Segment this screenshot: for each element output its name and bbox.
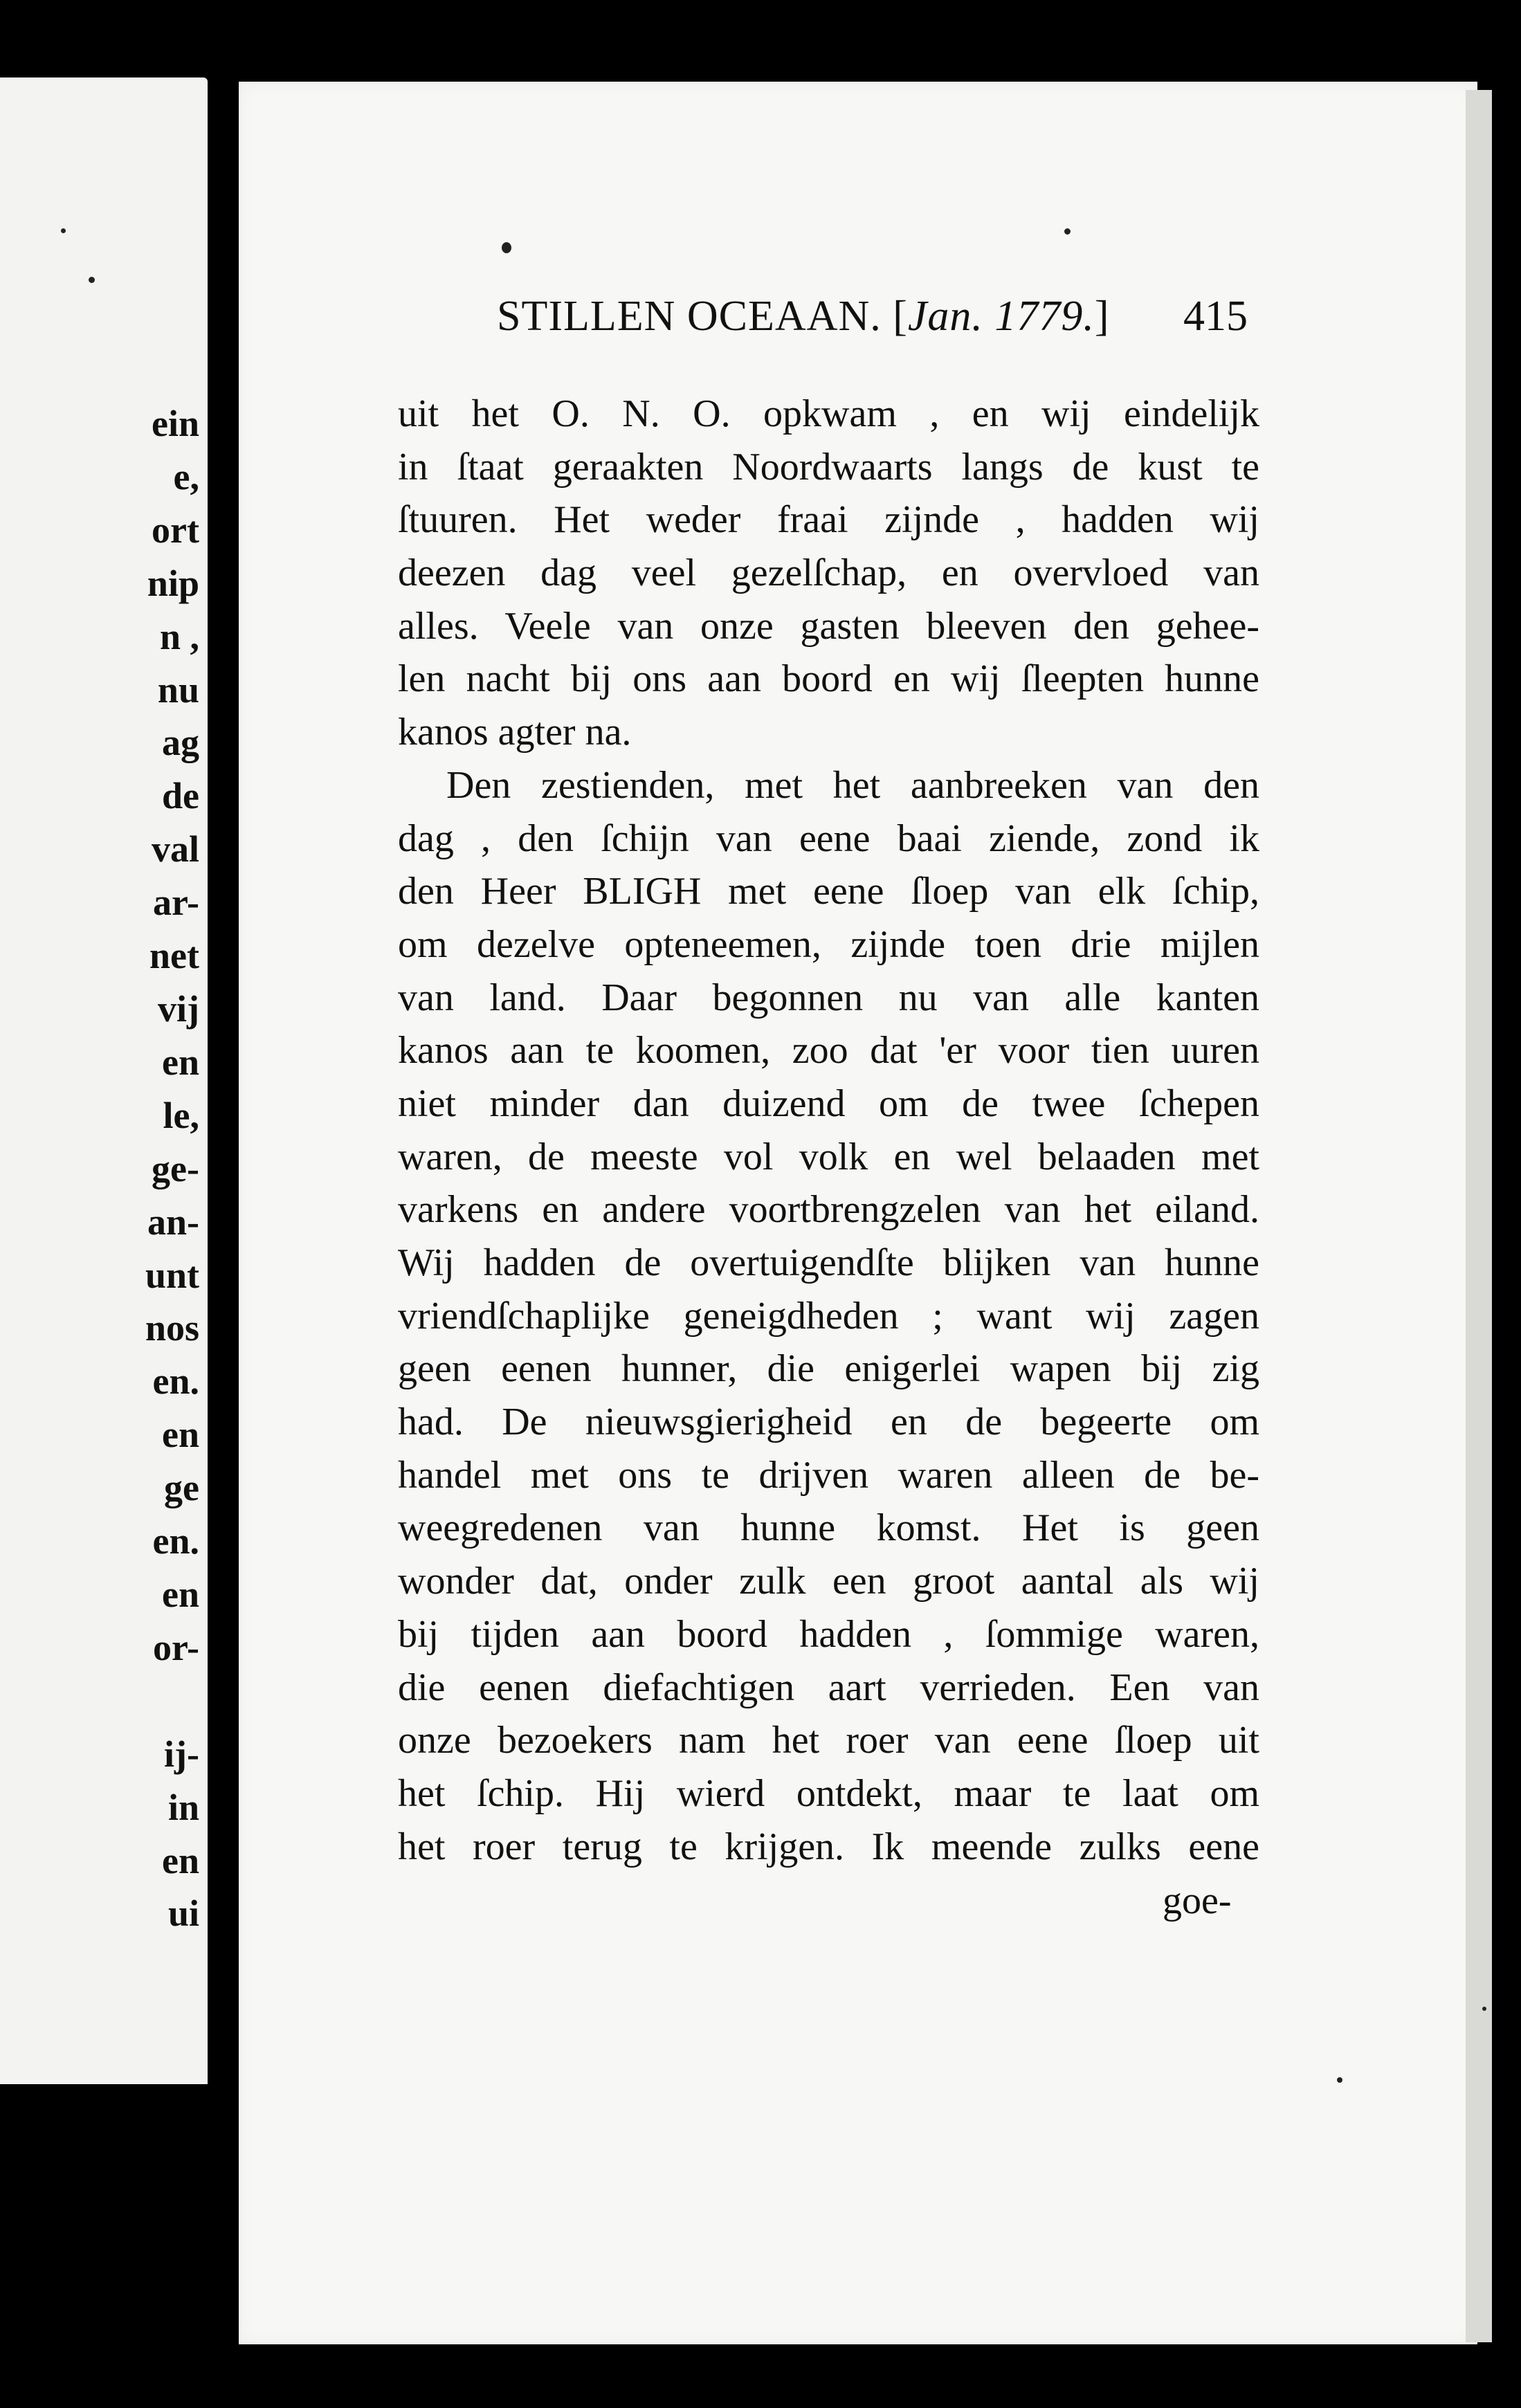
text-line: wonder dat, onder zulk een groot aantal als wij xyxy=(398,1560,1259,1603)
fragment: en. xyxy=(152,1360,199,1403)
catchword: goe- xyxy=(1163,1879,1232,1922)
fragment: vij xyxy=(158,987,199,1030)
text-line: kanos agter na. xyxy=(398,711,632,754)
date-year: 1779. xyxy=(994,293,1095,340)
text-line: alles. Veele van onze gasten bleeven den gehee- xyxy=(398,604,1259,648)
fragment: val xyxy=(151,828,199,870)
text-line: waren, de meeste vol volk en wel belaaden met xyxy=(398,1135,1259,1178)
left-page xyxy=(0,77,208,2084)
left-margin-fragments xyxy=(145,397,199,1940)
fragment: net xyxy=(149,935,199,977)
text-line: het roer terug te krijgen. Ik meende zulks eene xyxy=(398,1825,1259,1868)
fragment: en xyxy=(162,1414,199,1456)
ink-speck xyxy=(61,228,66,233)
date-month: Jan. xyxy=(907,293,983,340)
text-line: dag , den ſchijn van eene baai ziende, zond ik xyxy=(398,817,1259,860)
fragment: en xyxy=(162,1041,199,1083)
text-line: len nacht bij ons aan boord en wij ſleepten hunne xyxy=(398,657,1259,701)
text-line: varkens en andere voortbrengzelen van het eiland. xyxy=(398,1188,1259,1232)
text-line: deezen dag veel gezelſchap, en overvloed van xyxy=(398,551,1259,595)
fragment: n , xyxy=(159,615,199,657)
ink-speck xyxy=(1482,2007,1486,2011)
text-line: had. De nieuwsgierigheid en de begeerte om xyxy=(398,1401,1259,1444)
text-line: uit het O. N. O. opkwam , en wij eindelijk xyxy=(398,392,1259,435)
fragment: en xyxy=(162,1839,199,1881)
text-line: om dezelve opteneemen, zijnde toen drie mijlen xyxy=(398,922,1259,966)
fragment: ag xyxy=(162,722,199,764)
body-text xyxy=(398,387,1259,1873)
fragment: ort xyxy=(152,509,199,551)
text-line: niet minder dan duizend om de twee ſchepen xyxy=(398,1082,1259,1125)
page-number: 415 xyxy=(1183,293,1248,340)
text-line: Den zestienden, met het aanbreeken van den xyxy=(446,763,1259,807)
text-line: bij tijden aan boord hadden , ſommige waren, xyxy=(398,1612,1259,1656)
fragment: en. xyxy=(152,1520,199,1562)
ink-speck xyxy=(1337,2077,1342,2083)
text-line: Wij hadden de overtuigendſte blijken van hunne xyxy=(398,1241,1259,1284)
fragment: an- xyxy=(147,1201,199,1243)
ink-speck xyxy=(89,277,95,283)
text-line: in ſtaat geraakten Noordwaarts langs de kust te xyxy=(398,445,1259,489)
text-line: van land. Daar begonnen nu van alle kanten xyxy=(398,976,1259,1019)
text-line: onze bezoekers nam het roer van eene ſloep uit xyxy=(398,1719,1259,1762)
text-line: die eenen diefachtigen aart verrieden. Een van xyxy=(398,1666,1259,1709)
ink-speck xyxy=(1064,228,1071,235)
fragment-gap xyxy=(145,1675,199,1728)
text-line: vriendſchaplijke geneigdheden ; want wij zagen xyxy=(398,1294,1259,1338)
fragment: unt xyxy=(145,1254,199,1296)
text-line: handel met ons te drijven waren alleen de be- xyxy=(398,1453,1259,1497)
text-line: den Heer BLIGH met eene ſloep van elk ſchip, xyxy=(398,870,1259,913)
page-edge xyxy=(1466,90,1492,2342)
text-line: het ſchip. Hij wierd ontdekt, maar te laat om xyxy=(398,1771,1259,1815)
date-bracket-open: [ xyxy=(893,293,908,340)
fragment: le, xyxy=(163,1094,199,1136)
fragment: nu xyxy=(157,668,199,711)
fragment: or- xyxy=(153,1626,199,1668)
fragment: in xyxy=(167,1786,199,1828)
running-header xyxy=(497,292,1110,341)
fragment: ar- xyxy=(153,882,199,924)
fragment: ij- xyxy=(164,1733,199,1775)
fragment: e, xyxy=(173,455,199,498)
fragment: nip xyxy=(147,562,199,604)
fragment: ge xyxy=(164,1467,199,1509)
fragment: ui xyxy=(167,1892,199,1935)
fragment: ein xyxy=(151,403,199,444)
fragment: de xyxy=(162,775,199,817)
fragment: ge- xyxy=(152,1147,199,1189)
text-line: weegredenen van hunne komst. Het is geen xyxy=(398,1506,1259,1550)
running-title: STILLEN OCEAAN. xyxy=(497,293,882,340)
text-line: ſtuuren. Het weder fraai zijnde , hadden wij xyxy=(398,498,1259,542)
text-line: geen eenen hunner, die enigerlei wapen bij zig xyxy=(398,1347,1259,1391)
text-line: kanos aan te koomen, zoo dat 'er voor tien uuren xyxy=(398,1029,1259,1073)
date-bracket-close: ] xyxy=(1094,293,1110,340)
ink-speck xyxy=(502,242,511,253)
fragment: en xyxy=(162,1573,199,1615)
fragment: nos xyxy=(145,1307,199,1349)
